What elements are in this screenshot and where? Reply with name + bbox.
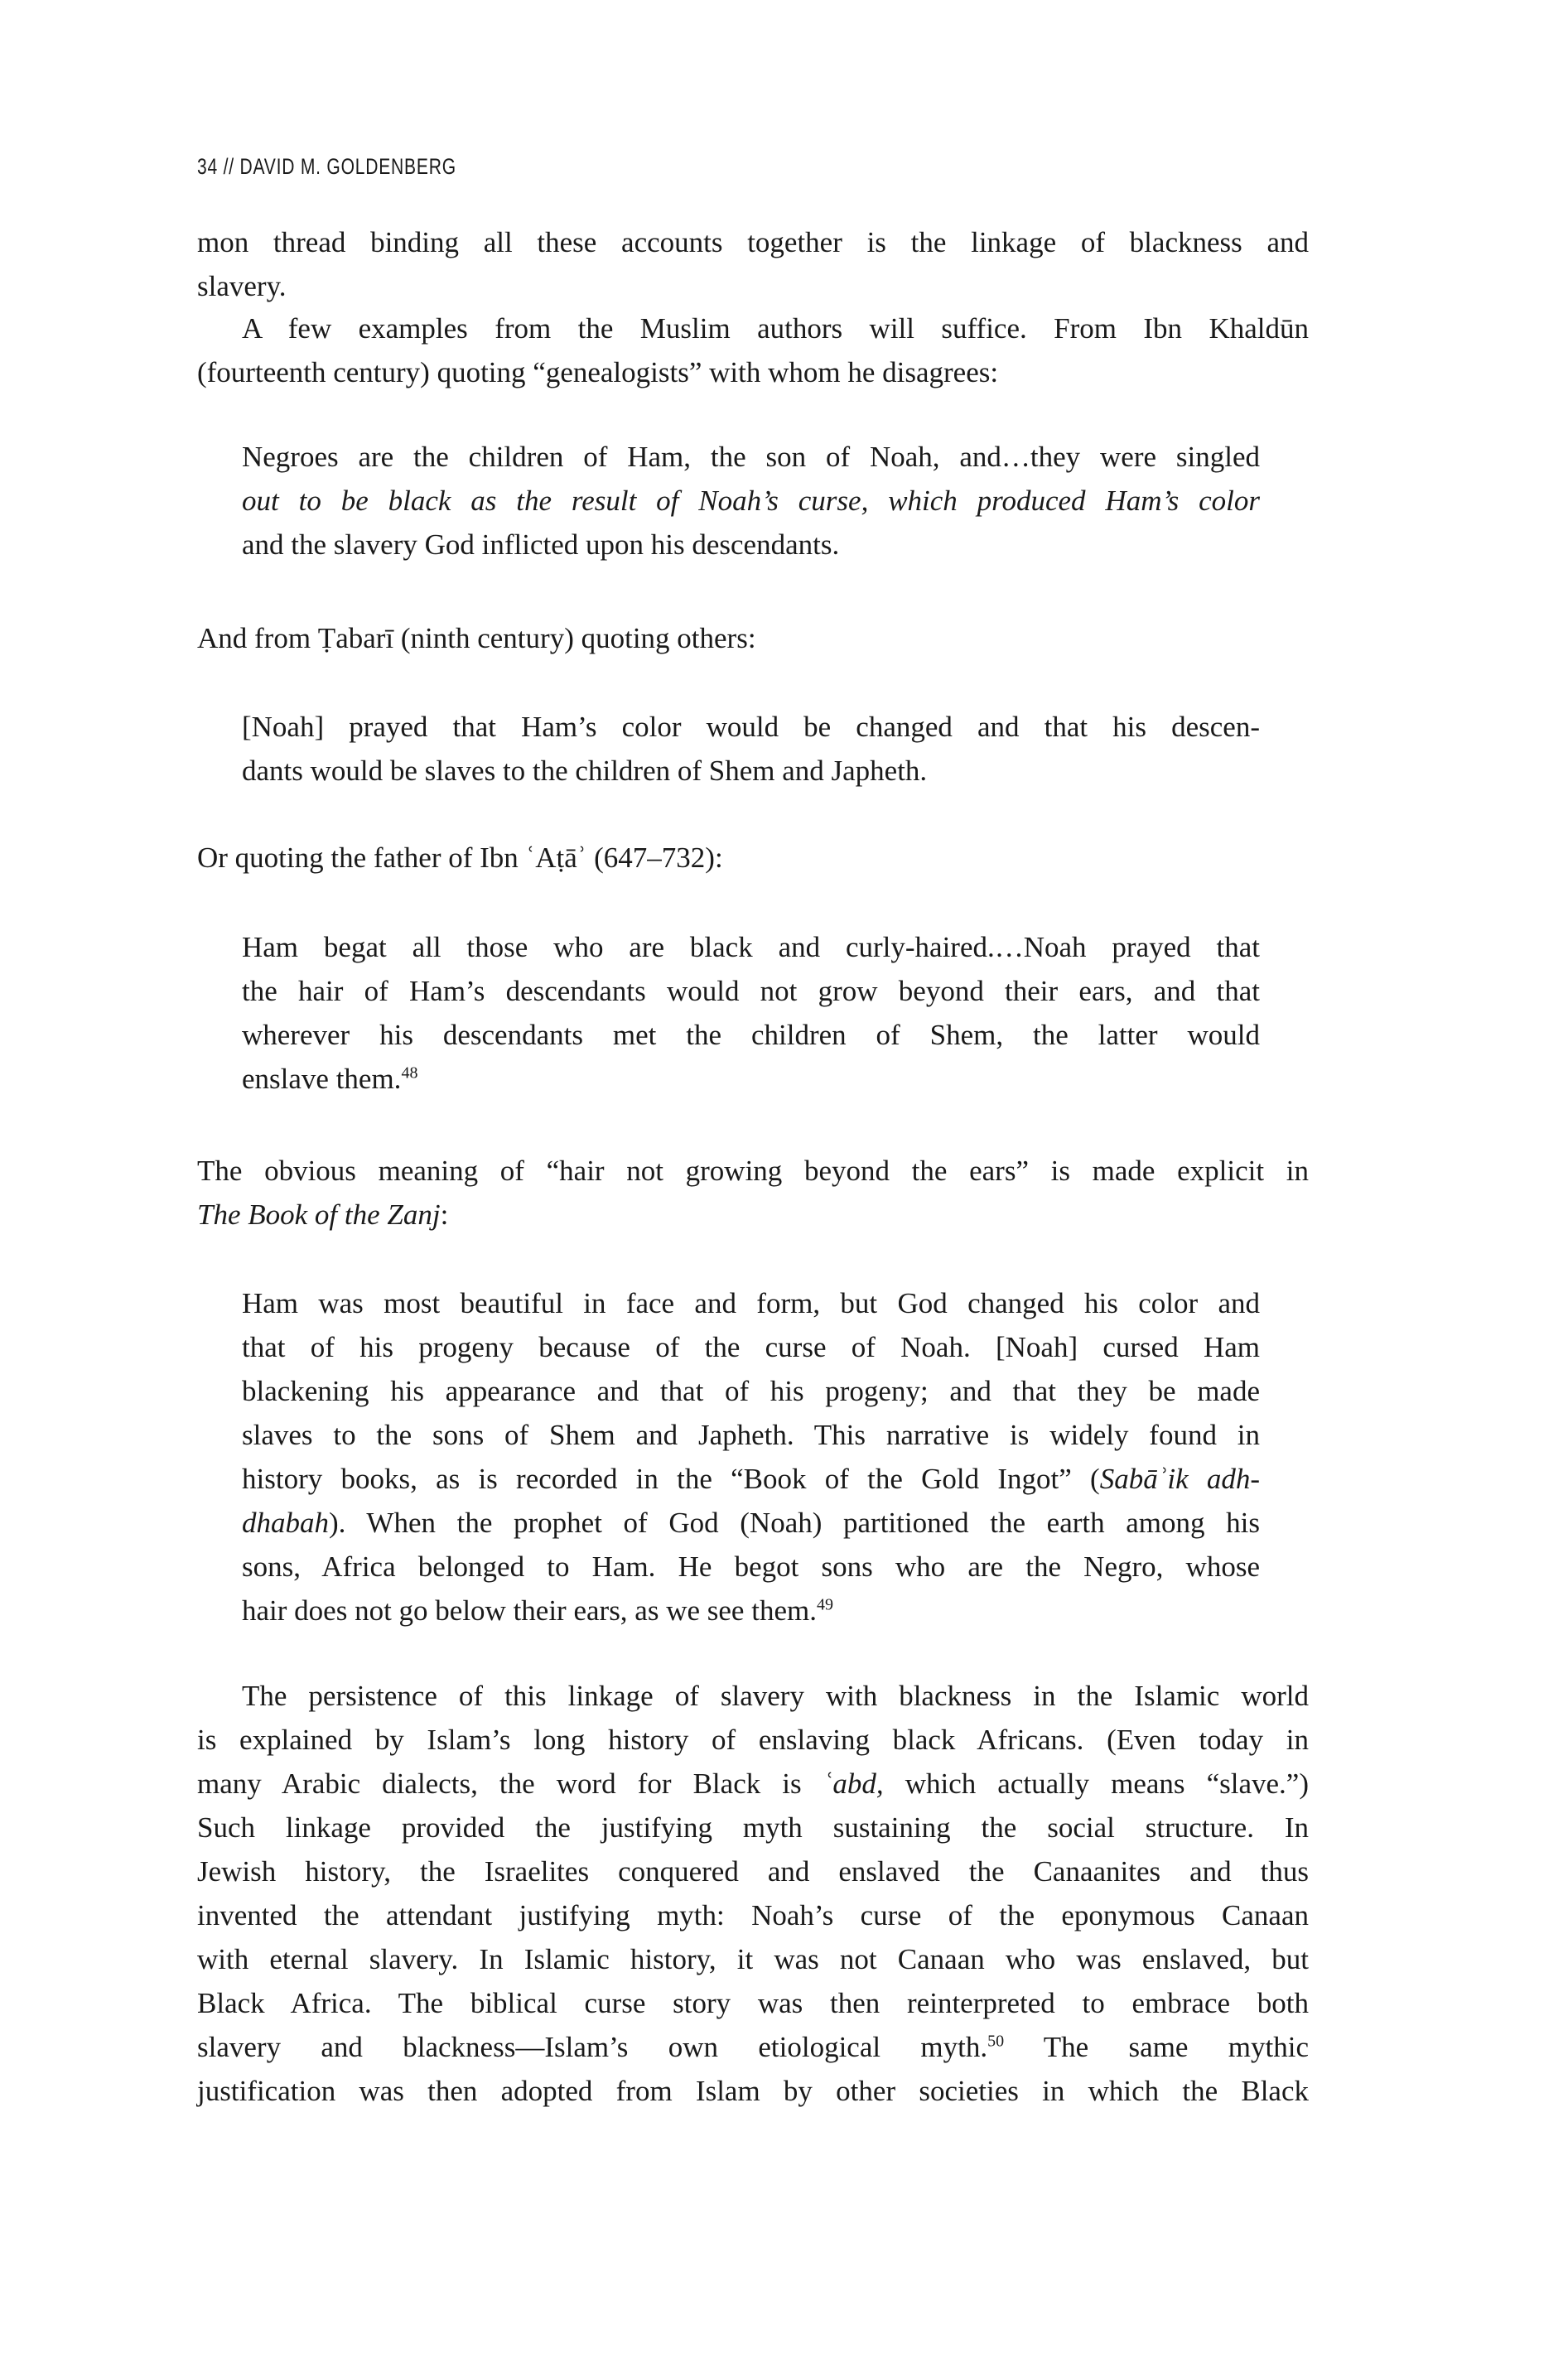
text-run: wherever his descendants met the children of Shem, the latter would (242, 1019, 1260, 1051)
text-run: slavery. (197, 270, 287, 302)
text-line (197, 616, 1309, 660)
text-line (242, 1325, 1260, 1369)
text-line (197, 1149, 1309, 1193)
running-header: 34 // DAVID M. GOLDENBERG (197, 154, 456, 179)
text-run: enslave them. (242, 1063, 402, 1095)
text-line (242, 969, 1260, 1013)
text-line (197, 1937, 1309, 1981)
italic-text: ʿabd, (823, 1767, 884, 1800)
text-run: blackening his appearance and that of his progeny; and that they be made (242, 1375, 1260, 1407)
text-line (197, 1674, 1309, 1718)
text-run: Ham was most beautiful in face and form, but God changed his color and (242, 1287, 1260, 1319)
italic-text: Sabāʾik adh- (1099, 1463, 1260, 1495)
text-run: : (440, 1198, 449, 1231)
block-quote (242, 1281, 1260, 1632)
text-run: The same mythic (1004, 2031, 1309, 2063)
text-line (242, 1545, 1260, 1589)
text-run: with eternal slavery. In Islamic history, it was not Canaan who was enslaved, but (197, 1943, 1309, 1975)
text-line (242, 1501, 1260, 1545)
text-line (197, 220, 1309, 264)
text-run: slaves to the sons of Shem and Japheth. This narrative is widely found in (242, 1419, 1260, 1451)
paragraph (197, 836, 1309, 880)
text-line (197, 1806, 1309, 1849)
italic-text: The Book of the Zanj (197, 1198, 441, 1231)
text-line (242, 749, 1260, 793)
paragraph (197, 616, 1309, 660)
italic-text: out to be black as the result of Noah’s curse, which produced Ham’s color (242, 485, 1260, 517)
text-line (197, 1762, 1309, 1806)
text-line (197, 836, 1309, 880)
text-run: and the slavery God inflicted upon his descendants. (242, 528, 840, 561)
text-run: The persistence of this linkage of slavery with blackness in the Islamic world (242, 1680, 1309, 1712)
block-quote (242, 435, 1260, 567)
text-line (242, 523, 1260, 567)
text-line (242, 1057, 1260, 1101)
text-run: invented the attendant justifying myth: Noah’s curse of the eponymous Canaan (197, 1899, 1309, 1931)
text-line (242, 1589, 1260, 1632)
text-run: is explained by Islam’s long history of enslaving black Africans. (Even today in (197, 1724, 1309, 1756)
text-line (197, 1849, 1309, 1893)
paragraph (197, 1149, 1309, 1237)
text-line (242, 1281, 1260, 1325)
text-run: the hair of Ham’s descendants would not grow beyond their ears, and that (242, 975, 1260, 1007)
text-line (242, 1369, 1260, 1413)
footnote-marker: 49 (816, 1595, 833, 1614)
text-run: Ham begat all those who are black and curly-haired.…Noah prayed that (242, 931, 1260, 963)
text-line (197, 1718, 1309, 1762)
text-line (242, 1413, 1260, 1457)
text-run: [Noah] prayed that Ham’s color would be changed and that his descen- (242, 711, 1260, 743)
text-run: Jewish history, the Israelites conquered and enslaved the Canaanites and thus (197, 1855, 1309, 1888)
text-line (197, 1893, 1309, 1937)
text-run: (fourteenth century) quoting “genealogists” with whom he disagrees: (197, 356, 999, 388)
text-run: Negroes are the children of Ham, the son of Noah, and…they were singled (242, 441, 1260, 473)
footnote-marker: 48 (401, 1063, 418, 1083)
text-run: Such linkage provided the justifying myth sustaining the social structure. In (197, 1811, 1309, 1844)
text-run: A few examples from the Muslim authors will suffice. From Ibn Khaldūn (242, 312, 1309, 345)
text-line (242, 1013, 1260, 1057)
text-run: justification was then adopted from Islam by other societies in which the Black (197, 2075, 1309, 2107)
paragraph (197, 1674, 1309, 2113)
text-run: which actually means “slave.”) (883, 1767, 1309, 1800)
text-run: slavery and blackness—Islam’s own etiological myth. (197, 2031, 988, 2063)
text-run: Or quoting the father of Ibn ʿAṭāʾ (647–732): (197, 842, 723, 874)
text-run: ). When the prophet of God (Noah) partitioned the earth among his (329, 1507, 1260, 1539)
text-run: The obvious meaning of “hair not growing beyond the ears” is made explicit in (197, 1155, 1309, 1187)
text-run: And from Ṭabarī (ninth century) quoting others: (197, 622, 756, 654)
paragraph (197, 306, 1309, 394)
text-run: dants would be slaves to the children of Shem and Japheth. (242, 755, 928, 787)
text-line (242, 479, 1260, 523)
text-line (242, 705, 1260, 749)
text-run: that of his progeny because of the curse of Noah. [Noah] cursed Ham (242, 1331, 1260, 1363)
text-run: history books, as is recorded in the “Book of the Gold Ingot” ( (242, 1463, 1100, 1495)
text-line (242, 435, 1260, 479)
block-quote (242, 925, 1260, 1101)
paragraph (197, 220, 1309, 308)
text-line (197, 264, 1309, 308)
text-line (242, 925, 1260, 969)
italic-text: dhabah (242, 1507, 329, 1539)
text-run: hair does not go below their ears, as we see them. (242, 1594, 817, 1627)
text-run: sons, Africa belonged to Ham. He begot sons who are the Negro, whose (242, 1550, 1260, 1583)
text-line (197, 2025, 1309, 2069)
text-run: mon thread binding all these accounts together is the linkage of blackness and (197, 226, 1309, 258)
text-run: many Arabic dialects, the word for Black is (197, 1767, 823, 1800)
text-line (242, 1457, 1260, 1501)
block-quote (242, 705, 1260, 793)
text-line (197, 350, 1309, 394)
footnote-marker: 50 (987, 2032, 1005, 2051)
text-line (197, 306, 1309, 350)
text-line (197, 1981, 1309, 2025)
text-line (197, 1193, 1309, 1237)
text-line (197, 2069, 1309, 2113)
text-run: Black Africa. The biblical curse story was then reinterpreted to embrace both (197, 1987, 1309, 2019)
